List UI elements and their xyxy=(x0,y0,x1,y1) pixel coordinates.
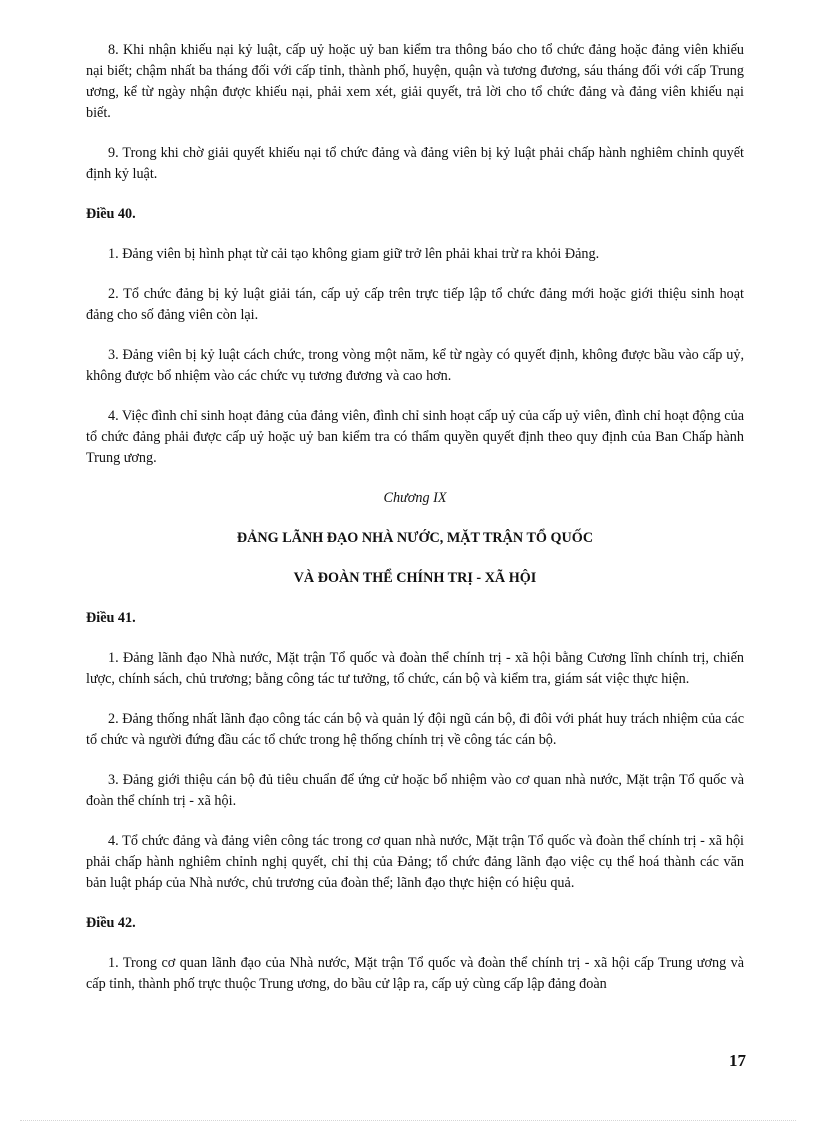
paragraph: 4. Việc đình chỉ sinh hoạt đảng của đảng viên, đình chỉ sinh hoạt cấp uỷ của cấp uỷ viên, đình chỉ hoạt động của tổ chức đảng phải được cấp uỷ hoặc uỷ ban kiểm tra có thẩm quyền quyết định theo quy định của Ban Chấp hành Trung ương. xyxy=(86,408,744,466)
paragraph: 8. Khi nhận khiếu nại kỷ luật, cấp uỷ hoặc uỷ ban kiểm tra thông báo cho tổ chức đảng hoặc đảng viên khiếu nại biết; chậm nhất ba tháng đối với cấp tỉnh, thành phố, huyện, quận và tương đương, sáu tháng đối với cấp Trung ương, kể từ ngày nhận được khiếu nại, phải xem xét, giải quyết, trả lời cho tổ chức đảng và đảng viên khiếu nại biết. xyxy=(86,42,744,121)
article-heading: Điều 42. xyxy=(86,915,136,931)
paragraph: 3. Đảng viên bị kỷ luật cách chức, trong vòng một năm, kể từ ngày có quyết định, không được bầu vào cấp uỷ, không được bổ nhiệm vào các chức vụ tương đương và cao hơn. xyxy=(86,347,744,384)
paragraph: 2. Đảng thống nhất lãnh đạo công tác cán bộ và quản lý đội ngũ cán bộ, đi đôi với phát huy trách nhiệm của các tổ chức và người đứng đầu các tổ chức trong hệ thống chính trị về công tác cán bộ. xyxy=(86,711,744,748)
paragraph: 1. Đảng viên bị hình phạt từ cải tạo không giam giữ trở lên phải khai trừ ra khỏi Đảng. xyxy=(108,246,600,262)
chapter-heading-line-2: VÀ ĐOÀN THỂ CHÍNH TRỊ - XÃ HỘI xyxy=(293,570,537,586)
paragraph: 2. Tổ chức đảng bị kỷ luật giải tán, cấp uỷ cấp trên trực tiếp lập tổ chức đảng mới hoặc giới thiệu sinh hoạt đảng cho số đảng viên còn lại. xyxy=(86,286,744,323)
page-bottom-divider xyxy=(20,1120,796,1121)
article-heading: Điều 40. xyxy=(86,206,136,222)
paragraph: 4. Tổ chức đảng và đảng viên công tác trong cơ quan nhà nước, Mặt trận Tổ quốc và đoàn thể chính trị - xã hội phải chấp hành nghiêm chỉnh nghị quyết, chỉ thị của Đảng; tổ chức đảng lãnh đạo việc cụ thể hoá thành các văn bản luật pháp của Nhà nước, chủ trương của đoàn thể; lãnh đạo thực hiện có hiệu quả. xyxy=(86,833,744,891)
chapter-title: Chương IX xyxy=(383,490,447,506)
paragraph: 1. Trong cơ quan lãnh đạo của Nhà nước, Mặt trận Tổ quốc và đoàn thể chính trị - xã hội cấp Trung ương và cấp tỉnh, thành phố trực thuộc Trung ương, do bầu cử lập ra, cấp uỷ cùng cấp lập đảng đoàn xyxy=(86,955,744,992)
paragraph: 1. Đảng lãnh đạo Nhà nước, Mặt trận Tổ quốc và đoàn thể chính trị - xã hội bằng Cương lĩnh chính trị, chiến lược, chính sách, chủ trương; bằng công tác tư tưởng, tổ chức, cán bộ và kiểm tra, giám sát việc thực hiện. xyxy=(86,650,744,687)
paragraph: 3. Đảng giới thiệu cán bộ đủ tiêu chuẩn để ứng cử hoặc bổ nhiệm vào cơ quan nhà nước, Mặt trận Tổ quốc và đoàn thể chính trị - xã hội. xyxy=(86,772,744,809)
chapter-heading-line-1: ĐẢNG LÃNH ĐẠO NHÀ NƯỚC, MẶT TRẬN TỔ QUỐC xyxy=(236,530,594,546)
page-number: 17 xyxy=(729,1051,746,1070)
article-heading: Điều 41. xyxy=(86,610,136,626)
paragraph: 9. Trong khi chờ giải quyết khiếu nại tổ chức đảng và đảng viên bị kỷ luật phải chấp hành nghiêm chỉnh quyết định kỷ luật. xyxy=(86,145,744,182)
